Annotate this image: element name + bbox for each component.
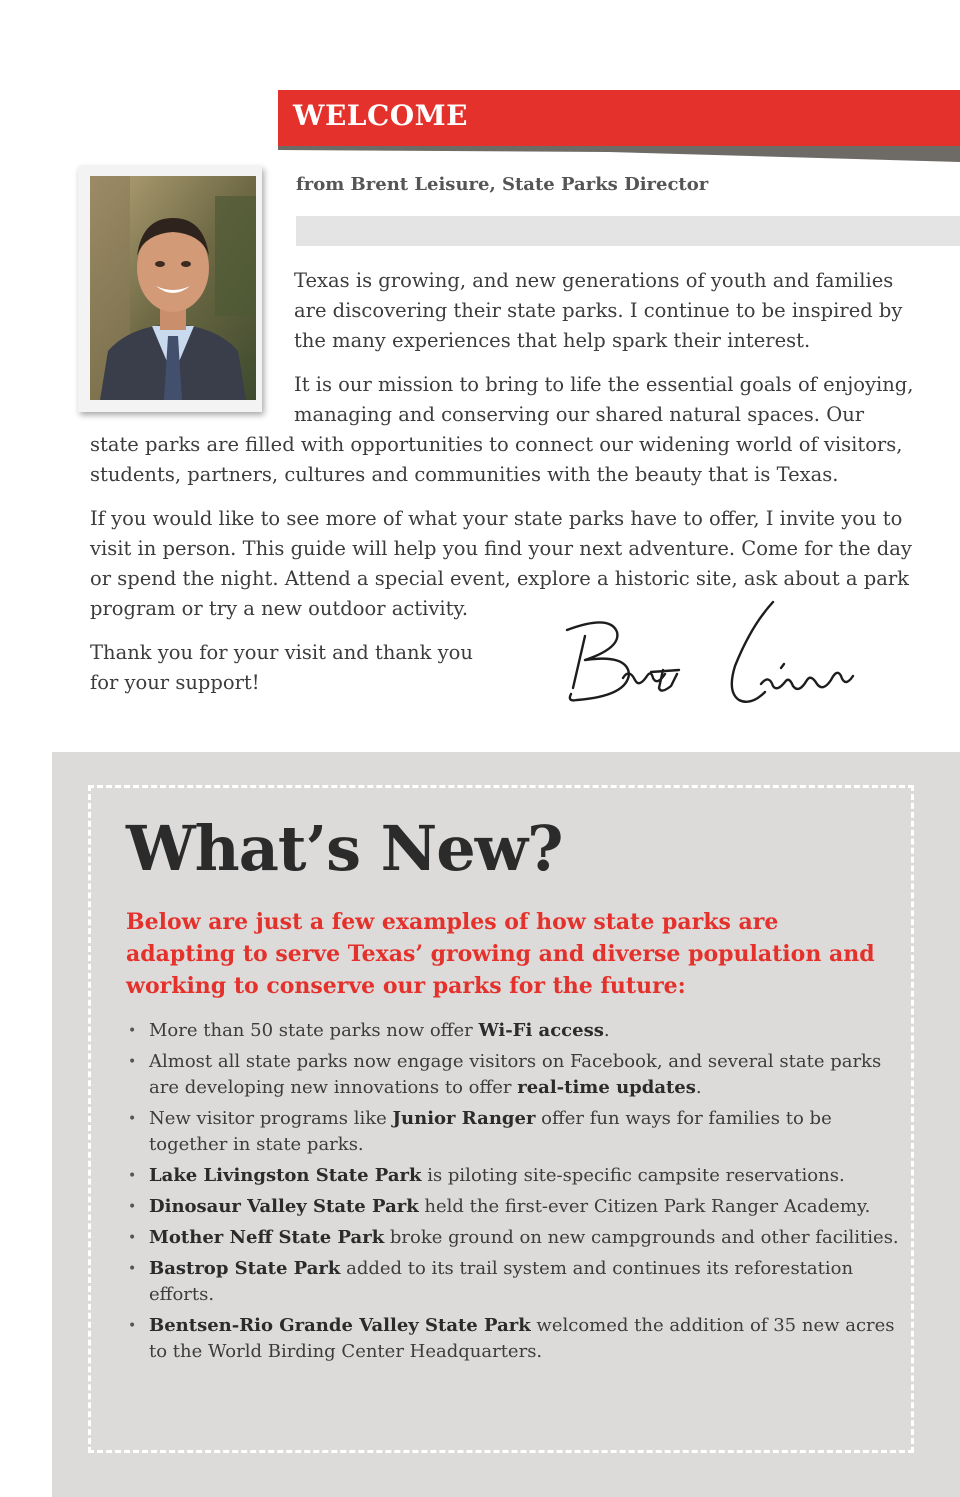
byline: from Brent Leisure, State Parks Director [296, 174, 709, 195]
list-item: • Mother Neff State Park broke ground on new campgrounds and other facilities. [126, 1225, 906, 1251]
banner-shadow [278, 146, 960, 164]
whats-new-title: What’s New? [126, 812, 563, 885]
whats-new-intro: Below are just a few examples of how state parks are adapting to serve Texas’ growing and diverse population and working to conserve our parks for the future: [126, 909, 875, 999]
list-item: • Lake Livingston State Park is piloting site-specific campsite reservations. [126, 1163, 906, 1189]
text-line: program or try a new outdoor activity. [90, 597, 469, 620]
whats-new-list [126, 1018, 906, 1370]
text-line: It is our mission to bring to life the essential goals of enjoying, [294, 373, 914, 396]
text-line: managing and conserving our shared natural spaces. Our [294, 403, 865, 426]
list-item: • New visitor programs like Junior Ranger offer fun ways for families to be together in state parks. [126, 1106, 906, 1158]
director-photo-frame [78, 166, 262, 412]
text-line: the many experiences that help spark their interest. [294, 329, 811, 352]
paragraph-1 [294, 266, 902, 356]
text-line: Thank you for your visit and thank you [90, 641, 473, 664]
director-photo [90, 176, 256, 400]
banner-title: WELCOME [293, 99, 468, 132]
paragraph-4 [90, 638, 473, 698]
divider-bar [296, 216, 960, 246]
text-line: students, partners, cultures and communities with the beauty that is Texas. [90, 463, 839, 486]
list-item: • Bentsen-Rio Grande Valley State Park welcomed the addition of 35 new acres to the World Birding Center Headquarters. [126, 1313, 906, 1365]
text-line: for your support! [90, 671, 260, 694]
text-line: If you would like to see more of what your state parks have to offer, I invite you to [90, 507, 903, 530]
text-line: visit in person. This guide will help you find your next adventure. Come for the day [90, 537, 912, 560]
text-line: Texas is growing, and new generations of youth and families [294, 269, 894, 292]
paragraph-2b [90, 430, 902, 490]
paragraph-2a [294, 370, 913, 430]
welcome-banner [278, 90, 960, 148]
text-line: or spend the night. Attend a special event, explore a historic site, ask about a park [90, 567, 909, 590]
signature [555, 596, 865, 721]
list-item: • Dinosaur Valley State Park held the first-ever Citizen Park Ranger Academy. [126, 1194, 906, 1220]
list-item: • Bastrop State Park added to its trail system and continues its reforestation efforts. [126, 1256, 906, 1308]
text-line: state parks are filled with opportunities to connect our widening world of visitors, [90, 433, 903, 456]
list-item: • Almost all state parks now engage visitors on Facebook, and several state parks are developing new innovations to offer real-time updates. [126, 1049, 906, 1101]
list-item: • More than 50 state parks now offer Wi-Fi access. [126, 1018, 906, 1044]
text-line: are discovering their state parks. I continue to be inspired by [294, 299, 903, 322]
